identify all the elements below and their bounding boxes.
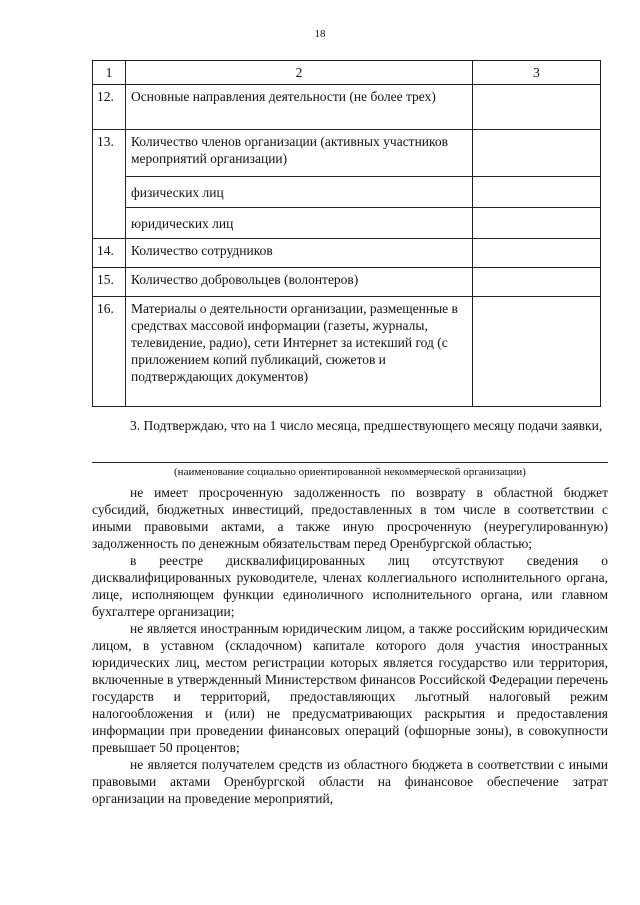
confirmation-conditions	[92, 484, 608, 807]
row-label: Количество членов организации (активных участников мероприятий организации)	[126, 130, 473, 177]
row-value-cell[interactable]	[473, 297, 601, 407]
table-row	[93, 85, 601, 130]
organization-name-caption: (наименование социально ориентированной некоммерческой организации)	[174, 466, 526, 478]
column-header-3: 3	[473, 61, 601, 85]
row-number: 13.	[93, 130, 126, 239]
paragraph-not-recipient: не является получателем средств из областного бюджета в соответствии с иными правовыми актами Оренбургской области на финансовое обеспечение затрат организации на проведение мероприятий,	[92, 757, 608, 806]
row-number: 15.	[93, 268, 126, 297]
table-row	[93, 268, 601, 297]
row-number: 12.	[93, 85, 126, 130]
table-row	[93, 239, 601, 268]
organization-name-line	[92, 462, 608, 463]
column-header-1: 1	[93, 61, 126, 85]
row-value-cell[interactable]	[473, 177, 601, 208]
table-row	[93, 208, 601, 239]
row-label: Количество сотрудников	[126, 239, 473, 268]
paragraph-no-debt: не имеет просроченную задолженность по возврату в областной бюджет субсидий, бюджетных инвестиций, предоставленных в том числе в соответствии с иными правовыми актами, а также иную просроченную (неурегулированную) задолженность по денежным обязательствам перед Оренбургской областью;	[92, 485, 608, 551]
row-label: Основные направления деятельности (не более трех)	[126, 85, 473, 130]
row-label: Количество добровольцев (волонтеров)	[126, 268, 473, 297]
page-number: 18	[314, 28, 326, 40]
row-value-cell[interactable]	[473, 85, 601, 130]
paragraph-disqualified-registry: в реестре дисквалифицированных лиц отсутствуют сведения о дисквалифицированных руководителе, членах коллегиального исполнительного органа, лице, исполняющем функции единоличного исполнительного органа, или главном бухгалтере организации;	[92, 553, 608, 619]
column-header-2: 2	[126, 61, 473, 85]
row-number: 14.	[93, 239, 126, 268]
row-value-cell[interactable]	[473, 130, 601, 177]
row-number: 16.	[93, 297, 126, 407]
application-form-table	[92, 60, 601, 407]
row-value-cell[interactable]	[473, 208, 601, 239]
table-header-row	[93, 61, 601, 85]
row-value-cell[interactable]	[473, 268, 601, 297]
paragraph-foreign-entity: не является иностранным юридическим лицом, а также российским юридическим лицом, в уставном (складочном) капитале которого доля участия иностранных юридических лиц, местом регистрации которых является государство или территория, включенные в утвержденный Министерством финансов Российской Федерации перечень государств и территорий, предоставляющих льготный налоговый режим налогообложения и (или) не предусматривающих раскрытия и предоставления информации при проведении финансовых операций (офшорные зоны), в совокупности превышает 50 процентов;	[92, 621, 608, 755]
row-label: физических лиц	[126, 177, 473, 208]
table-row	[93, 177, 601, 208]
confirmation-statement: 3. Подтверждаю, что на 1 число месяца, предшествующего месяцу подачи заявки,	[130, 418, 603, 433]
row-value-cell[interactable]	[473, 239, 601, 268]
table-row	[93, 130, 601, 177]
table-row	[93, 297, 601, 407]
row-label: юридических лиц	[126, 208, 473, 239]
row-label: Материалы о деятельности организации, размещенные в средствах массовой информации (газеты, журналы, телевидение, радио), сети Интернет за истекший год (с приложением копий публикаций, сюжетов и подтверждающих документов)	[126, 297, 473, 407]
